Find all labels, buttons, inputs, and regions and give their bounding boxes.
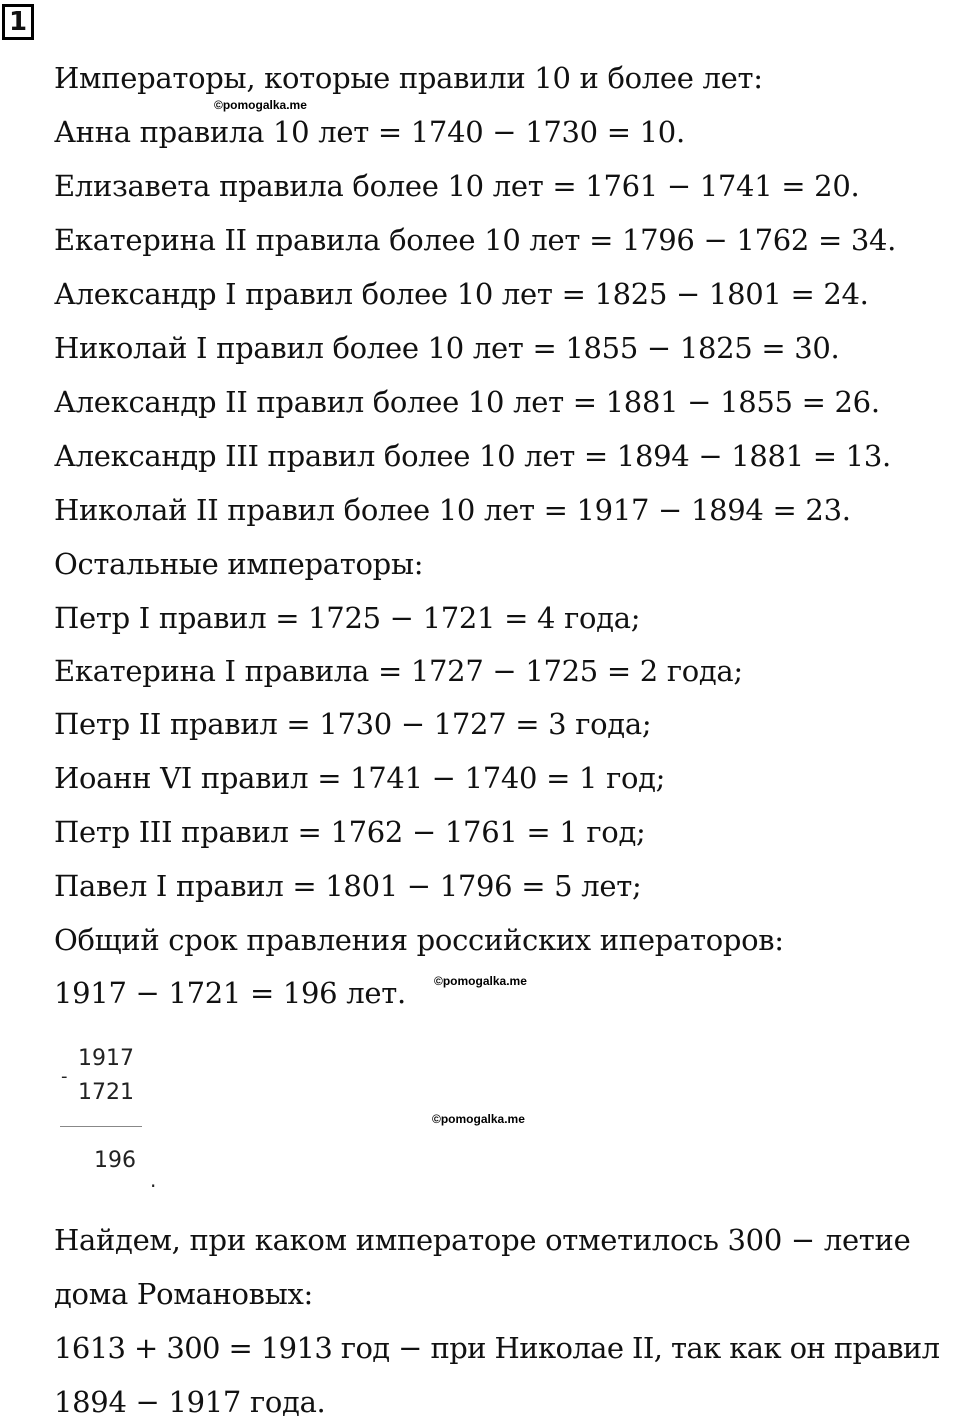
text-line: 1613 + 300 = 1913 год − при Николае II, так как он правил (54, 1331, 940, 1365)
text-line: Иоанн VI правил = 1741 − 1740 = 1 год; (54, 761, 666, 795)
text-line: Александр II правил более 10 лет = 1881 − 1855 = 26. (54, 385, 880, 419)
text-line: Общий срок правления российских иператоров: (54, 923, 784, 957)
calc-result: 196 (94, 1148, 136, 1173)
text-line: Петр I правил = 1725 − 1721 = 4 года; (54, 601, 641, 635)
text-line: Императоры, которые правили 10 и более лет: (54, 61, 763, 95)
text-line: Елизавета правила более 10 лет = 1761 − 1741 = 20. (54, 169, 860, 203)
calc-end-dot: . (150, 1168, 157, 1192)
text-line: дома Романовых: (54, 1277, 314, 1311)
text-line: 1894 − 1917 года. (54, 1385, 326, 1419)
text-line: Николай I правил более 10 лет = 1855 − 1825 = 30. (54, 331, 840, 365)
watermark: ©pomogalka.me (432, 1112, 525, 1126)
text-line: Николай II правил более 10 лет = 1917 − 1894 = 23. (54, 493, 851, 527)
text-line: Остальные императоры: (54, 547, 424, 581)
calc-minuend: 1917 (78, 1046, 134, 1071)
text-line: Екатерина I правила = 1727 − 1725 = 2 года; (54, 654, 743, 688)
watermark: ©pomogalka.me (214, 98, 307, 112)
text-line: Александр I правил более 10 лет = 1825 − 1801 = 24. (54, 277, 869, 311)
calc-minus-sign: - (61, 1066, 68, 1087)
calc-divider-line (60, 1126, 142, 1127)
calc-subtrahend: 1721 (78, 1080, 134, 1105)
task-number-box: 1 (2, 4, 34, 40)
text-line: Петр III правил = 1762 − 1761 = 1 год; (54, 815, 646, 849)
watermark: ©pomogalka.me (434, 974, 527, 988)
text-line: Найдем, при каком императоре отметилось 300 − летие (54, 1223, 911, 1257)
text-line: 1917 − 1721 = 196 лет. (54, 976, 406, 1010)
text-line: Александр III правил более 10 лет = 1894 − 1881 = 13. (54, 439, 891, 473)
text-line: Павел I правил = 1801 − 1796 = 5 лет; (54, 869, 642, 903)
text-line: Екатерина II правила более 10 лет = 1796 − 1762 = 34. (54, 223, 897, 257)
text-line: Анна правила 10 лет = 1740 − 1730 = 10. (54, 115, 685, 149)
text-line: Петр II правил = 1730 − 1727 = 3 года; (54, 707, 652, 741)
